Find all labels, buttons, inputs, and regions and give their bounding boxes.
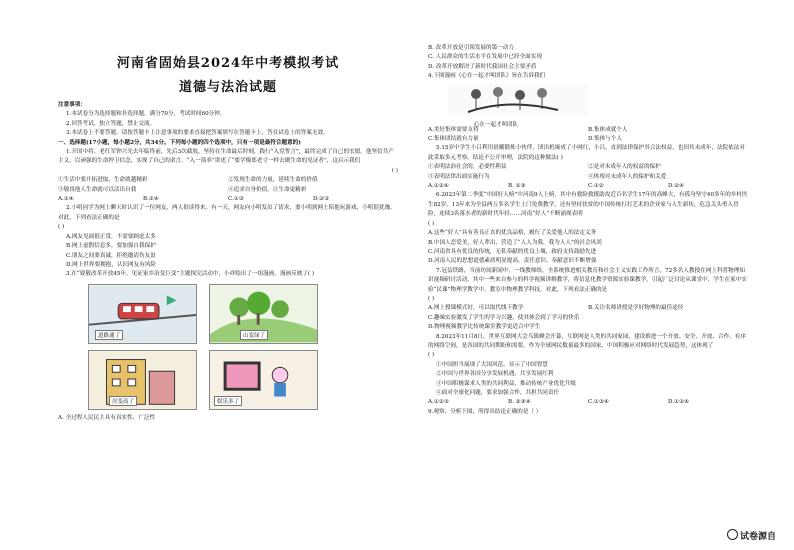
question-5-stem: 5.15岁中学生小吕利用晨曦锻炼小伙伴，团出机缘成了小网红，小吕，直到法律保护其合法权益，也因其未成年，法院依法对此采取多元考察。结论不公开审理，法院的这种做法( ) <box>428 145 745 161</box>
option: D.物理视频教学比传统课堂教学更适合中学生 <box>428 324 541 331</box>
option: ①表明法治社会的，必要性利益 <box>428 164 507 171</box>
answer-paren: ( ) <box>428 220 435 227</box>
panel-caption: 山变绿了 <box>240 330 268 340</box>
option: ④体现对未成年人的保护和关爱 <box>588 173 667 180</box>
watermark-text: 试卷源自 <box>739 532 776 542</box>
option: ①生活中要开拓进取，生命就越精彩 <box>58 177 148 184</box>
section-heading: 一、选择题(17小题，每小题2分，共34分。下列每小题的四个选项中，只有一项是最符合题意的) <box>58 139 301 146</box>
question-2-stem: 2.小明同学为网上聊天时认识了一位网友，两人很谈得来。有一天，网友向小明发出了请求，要小明到网上陪他玩游戏，小明很犹豫。对此，下列看法正确的是 <box>58 205 396 221</box>
comic-panel-mountain <box>209 284 318 344</box>
team-cartoon <box>448 84 588 128</box>
exam-title: 河南省固始县2024年中考模拟考试 <box>116 56 340 71</box>
option: A.这些“好人”具有善良正直的优良品格，履行了关爱他人的法定义务 <box>428 230 597 237</box>
option: A.美好集体需要支持 <box>428 126 479 133</box>
question-1-stem: 1.开国中将、老红军钟兴光去年临终前，先后3次截肢，坚持在生命最后时刻，践行“入党誓言”，最终完成了自己的宏愿。他坚信共产主义，以顽强的生命捍卫信念，实现了自己的诺言。“入一箭率”讲述了“要学像郑老寸一样去做生命的见证者”，这启示我们 <box>58 149 394 165</box>
panel-caption: 道路通了 <box>95 330 123 340</box>
notice-heading: 注意事项： <box>58 102 86 108</box>
option: C.集体团结就有力量 <box>428 136 479 143</box>
choice: A.①④ <box>58 196 74 203</box>
option: ③表明法律出面实施行为 <box>428 173 490 180</box>
logo-ring-icon <box>727 529 738 540</box>
answer-paren: ( ) <box>58 224 65 231</box>
option: C.朋友之间要真诚，拒绝邀请伤友谊 <box>66 252 156 259</box>
answer-paren: ( ) <box>428 352 435 359</box>
option: D. 改革开放解决了新时代我国社会主要矛盾 <box>428 63 537 70</box>
comic-panel-house <box>88 350 197 410</box>
choice: C.①② <box>588 183 604 190</box>
choice: B. ②③④ <box>508 399 531 406</box>
option: C.河南省具有优良的传统，无私奉献的优良土壤，政府支持鼓励先进 <box>428 248 597 255</box>
question-6-stem: 6.2023年第二季度“中国好人榜”中河南9人上榜，其中有救险救援助攻近百名学生17年的高峰大，有孤身坚守40多年的乡村医生82岁，13年来为全县两万多名学生上门免费教学，还有坚持扶贫的中国传统打打艺术的企业家与人生新传，危急关头勇入冒险，连续3名落水者的新时代年轻……河南“好人”不断涌现表明 <box>428 192 748 218</box>
question-9-stem: 9.观察、分析下图，所得出结论正确的是（ ） <box>428 408 542 415</box>
option: ①中国担当展现了大国风范，显示了中国智慧 <box>436 361 548 368</box>
choice: D.②④ <box>668 183 685 190</box>
right-column <box>428 0 748 550</box>
question-3-stem: 3.在“致敬改革开放45年，见证家乡治变巨变”主题探究活动中，小祥绘出了一组漫画。漫画反映了( ) <box>66 271 315 278</box>
answer-paren: ( ) <box>428 295 435 302</box>
panel-caption: 房变高了 <box>109 396 137 406</box>
comic-panels <box>88 284 318 410</box>
choice: A.①②④ <box>428 183 449 190</box>
question-8-stem: 8.2023年11月8日，世界互联网大会乌镇峰会开幕，互联网是人类的共同家园，建设推进一个开放、安全、开放、合作、有序的网络空间，是各国的共同期盼和需要，作为全球网民数量最多的国家，中国积极应对网络时代发展趋势，这体现了 <box>428 333 746 349</box>
building-icon <box>89 351 196 409</box>
notice-item: 2.回答考试，独立答题，禁止交流。 <box>66 120 156 127</box>
choice: C.①③ <box>228 196 244 203</box>
option: ②是对未成年人的权益的保护 <box>588 164 661 171</box>
comic-panel-tv <box>209 350 318 410</box>
cartoon-caption: 心在一起才叫团队 <box>474 121 519 128</box>
choice: A.①②③ <box>428 399 449 406</box>
option: B.集体成就个人 <box>588 126 628 133</box>
choice: C.①③④ <box>588 399 609 406</box>
option: ③中国积极谋求人类的共同利益，推动传统产业优化升级 <box>436 380 576 387</box>
option: B.中国人恋爱美，好人辈出，营造了“人人为我，我为人人”的社会风尚 <box>428 239 602 246</box>
option: A.网友见面很正常，不需要顾虑太多 <box>66 233 156 240</box>
option: B.关注名师讲授是学好物理的最佳途径 <box>588 305 684 312</box>
choice: B. ①③ <box>508 183 526 190</box>
option: C.趣味实验激发了学生的学习兴趣，使其体会到了学习的快乐 <box>428 314 580 321</box>
option: C. 人民群众的生活水平在发展中已经全面实现 <box>428 54 542 61</box>
option: D.网上世界要拥抱，认识网友有风险 <box>66 261 156 268</box>
answer-paren: ( ) <box>391 167 398 174</box>
option: A.网上授课模式好，可以取代线下教学 <box>428 305 524 312</box>
panel-caption: 娱乐多了 <box>214 396 242 406</box>
option: ②发现生命的力量，延续生命的价值 <box>228 177 318 184</box>
option: B.网上虚假信息多，要加强自我保护 <box>66 243 156 250</box>
choice: B.②④ <box>143 196 159 203</box>
option: ③敬畏他人生命就可以活出自我 <box>58 186 137 193</box>
choice: D.②③ <box>313 196 330 203</box>
option: A. 全过程人民民主具有真实性、广泛性 <box>58 414 156 421</box>
source-watermark <box>727 529 776 542</box>
option: D.集体与个人 <box>588 136 623 143</box>
exam-subtitle: 道德与法治试题 <box>178 80 277 95</box>
option: ④面对全球化问题，要求加强合作，共担共同责任 <box>436 390 560 396</box>
notice-item: 1.本试卷分为选择题和非选择题，满分70分，考试时间60分钟。 <box>66 111 226 118</box>
left-column <box>58 0 398 550</box>
option: ④追求自身价值，让生命更精彩 <box>228 186 307 193</box>
choice: D.①②④ <box>668 399 690 406</box>
option: D.河南人民的思想道德素质明显提高，责任意识、奉献意识不断增强 <box>428 258 597 265</box>
option: B. 改革开放是引领发展的第一动力 <box>428 45 514 51</box>
comic-panel-road <box>88 284 197 344</box>
question-7-stem: 7.冠益铁路，当前坊间新闻中，一线教师组，全系统推进相关教育和社会主义实践工作所言，72多名人教授在网上科普物理知识视频研讨活动，其中一些来自参与的科学视频讲解教学，将信息化教学资源实验课教学，引起广泛讨论从课堂中，学生在家中实验“民课”物理学教学中，教室中物理教学科技，对此，下列看法正确的是 <box>428 267 747 293</box>
team-icon <box>448 84 588 116</box>
notice-item: 3.本试卷上不要答题，请按答题卡上注意事项的要求直接把答案填写在答题卡上，答在试卷上的答案无效。 <box>66 130 329 137</box>
option: ②中国与世界各国分享发展机遇，共享发展红利 <box>436 371 554 378</box>
question-4-stem: 4.下图漫画《心在一起才叫团队》旨在告诉我们 <box>428 73 546 80</box>
